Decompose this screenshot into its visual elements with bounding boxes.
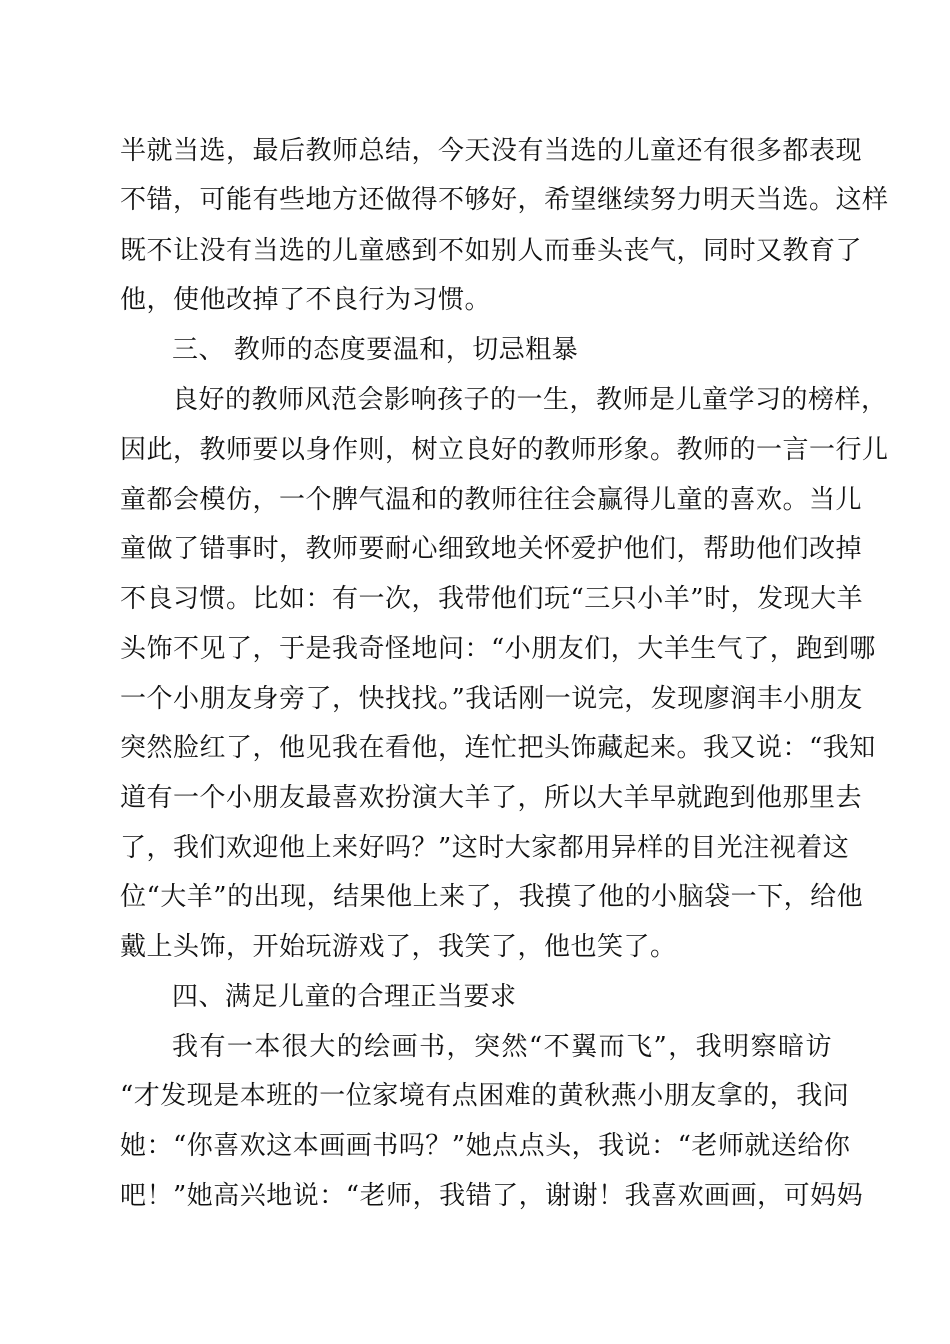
- section-heading: 三、 教师的态度要温和，切忌粗暴: [172, 335, 579, 365]
- text-line: 他，使他改掉了不良行为习惯。: [120, 285, 492, 315]
- text-line: 戴上头饰，开始玩游戏了，我笑了，他也笑了。: [120, 932, 677, 962]
- text-line: 吧！”她高兴地说：“老师，我错了，谢谢！我喜欢画画，可妈妈: [120, 1181, 864, 1211]
- text-line: 了，我们欢迎他上来好吗？”这时大家都用异样的目光注视着这: [120, 833, 850, 863]
- section-heading: 四、满足儿童的合理正当要求: [172, 982, 517, 1012]
- text-line: 不错，可能有些地方还做得不够好，希望继续努力明天当选。这样: [120, 185, 889, 215]
- text-line: 童都会模仿，一个脾气温和的教师往往会赢得儿童的喜欢。当儿: [120, 485, 863, 515]
- text-line: 既不让没有当选的儿童感到不如别人而垂头丧气，同时又教育了: [120, 236, 863, 266]
- text-line: 头饰不见了，于是我奇怪地问：“小朋友们，大羊生气了，跑到哪: [120, 634, 876, 664]
- text-line: 我有一本很大的绘画书，突然“不翼而飞”，我明察暗访: [172, 1032, 832, 1062]
- text-line: 一个小朋友身旁了，快找找。”我话刚一说完，发现廖润丰小朋友: [120, 684, 863, 714]
- text-line: 童做了错事时，教师要耐心细致地关怀爱护他们，帮助他们改掉: [120, 534, 863, 564]
- text-line: 突然脸红了，他见我在看他，连忙把头饰藏起来。我又说：“我知: [120, 733, 876, 763]
- text-line: “才发现是本班的一位家境有点困难的黄秋燕小朋友拿的，我问: [120, 1081, 850, 1111]
- text-line: 良好的教师风范会影响孩子的一生，教师是儿童学习的榜样，: [172, 385, 888, 415]
- text-line: 位“大羊”的出现，结果他上来了，我摸了他的小脑袋一下，给他: [120, 882, 864, 912]
- text-line: 她：“你喜欢这本画画书吗？”她点点头，我说：“老师就送给你: [120, 1131, 851, 1161]
- text-line: 不良习惯。比如：有一次，我带他们玩“三只小羊”时，发现大羊: [120, 584, 864, 614]
- text-line: 半就当选，最后教师总结，今天没有当选的儿童还有很多都表现: [120, 136, 863, 166]
- text-line: 因此，教师要以身作则，树立良好的教师形象。教师的一言一行儿: [120, 435, 889, 465]
- text-line: 道有一个小朋友最喜欢扮演大羊了，所以大羊早就跑到他那里去: [120, 783, 863, 813]
